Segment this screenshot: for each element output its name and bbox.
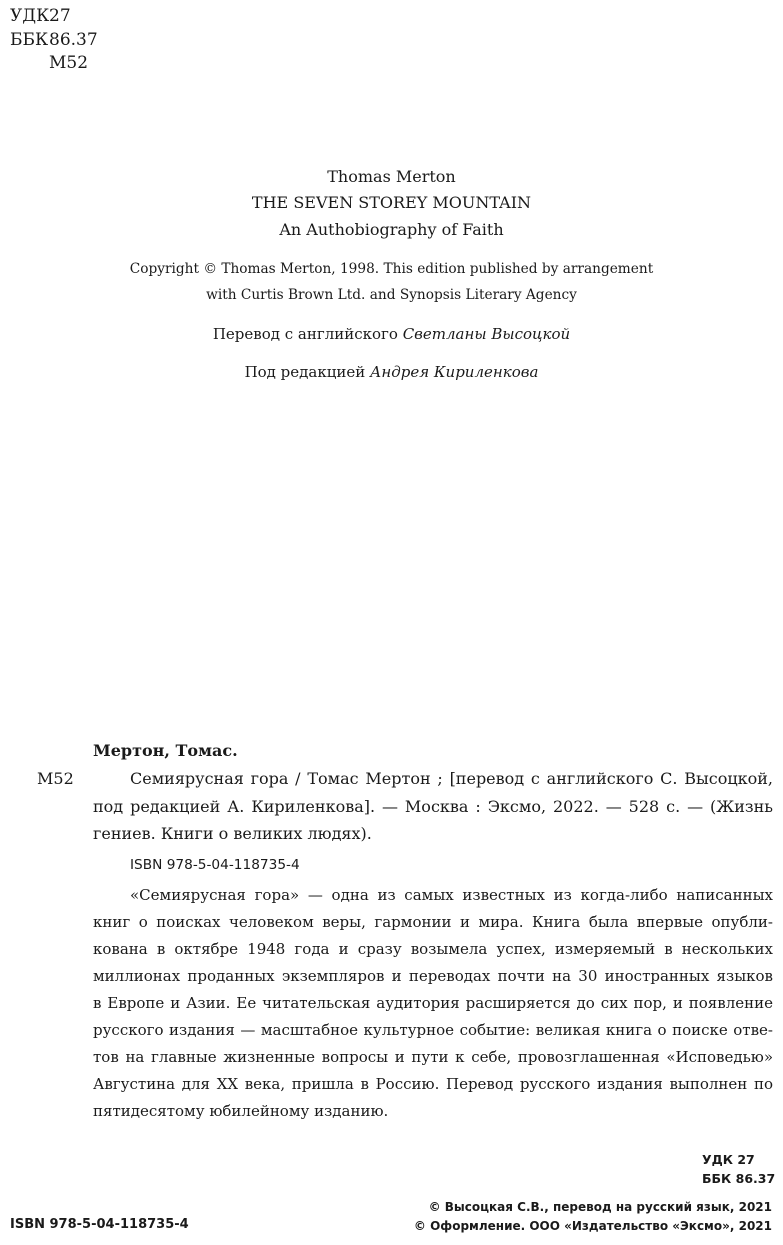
copyright-translation: © Высоцкая С.В., перевод на русский язык, 2021 <box>428 1200 772 1214</box>
udk-label: УДК <box>10 6 50 26</box>
annotation-line: книг о поисках человеком веры, гармонии и мира. Книга была впервые опубли- <box>93 913 773 931</box>
editor-credit <box>0 363 783 381</box>
annotation-line: Августина для XX века, пришла в Россию. Перевод русского издания выполнен по <box>93 1075 773 1093</box>
catalog-entry-line: гениев. Книги о великих людях). <box>93 824 372 843</box>
translator-name: Светланы Высоцкой <box>402 325 571 343</box>
udk-value: 27 <box>49 6 71 26</box>
annotation-line: «Семиярусная гора» — одна из самых известных из когда-либо написанных <box>130 886 773 904</box>
translation-credit <box>0 325 783 343</box>
catalog-isbn: ISBN 978-5-04-118735-4 <box>130 857 300 873</box>
annotation-line: тов на главные жизненные вопросы и пути к себе, провозглашенная «Исповедью» <box>93 1048 773 1066</box>
footer-isbn: ISBN 978-5-04-118735-4 <box>10 1217 189 1232</box>
catalog-heading: Мертон, Томас. <box>93 741 238 760</box>
bottom-udk: УДК 27 <box>702 1152 755 1167</box>
author-mark: М52 <box>49 53 89 73</box>
translation-prefix: Перевод с английского <box>212 325 403 343</box>
original-author: Thomas Merton <box>327 167 456 186</box>
udk-line <box>10 5 71 27</box>
bbk-value: 86.37 <box>49 30 98 50</box>
copyright-design: © Оформление. ООО «Издательство «Эксмо», 2021 <box>413 1219 772 1233</box>
annotation-line: миллионах проданных экземпляров и переводах почти на 30 иностранных языков <box>93 967 773 985</box>
annotation-line: русского издания — масштабное культурное событие: великая книга о поиске отве- <box>93 1021 773 1039</box>
editor-prefix: Под редакцией <box>244 363 370 381</box>
copyright-line-2: with Curtis Brown Ltd. and Synopsis Literary Agency <box>206 287 577 303</box>
bottom-bbk: ББК 86.37 <box>702 1171 776 1186</box>
annotation-line: кована в октябре 1948 года и сразу возымела успех, измеряемый в нескольких <box>93 940 773 958</box>
editor-name: Андрея Кириленкова <box>370 363 539 381</box>
catalog-entry-line: под редакцией А. Кириленкова]. — Москва : Эксмо, 2022. — 528 с. — (Жизнь <box>93 797 773 816</box>
annotation-line: пятидесятому юбилейному изданию. <box>93 1102 389 1120</box>
catalog-mark: М52 <box>37 769 74 788</box>
bbk-line <box>10 29 98 51</box>
original-title: THE SEVEN STOREY MOUNTAIN <box>251 193 532 212</box>
original-subtitle: An Authobiography of Faith <box>279 220 504 239</box>
catalog-entry-line: Семиярусная гора / Томас Мертон ; [перевод с английского С. Высоцкой, <box>130 769 773 788</box>
copyright-line-1: Copyright © Thomas Merton, 1998. This edition published by arrangement <box>129 261 654 277</box>
bbk-label: ББК <box>10 30 49 50</box>
annotation-line: в Европе и Азии. Ее читательская аудитория расширяется до сих пор, и появление <box>93 994 773 1012</box>
